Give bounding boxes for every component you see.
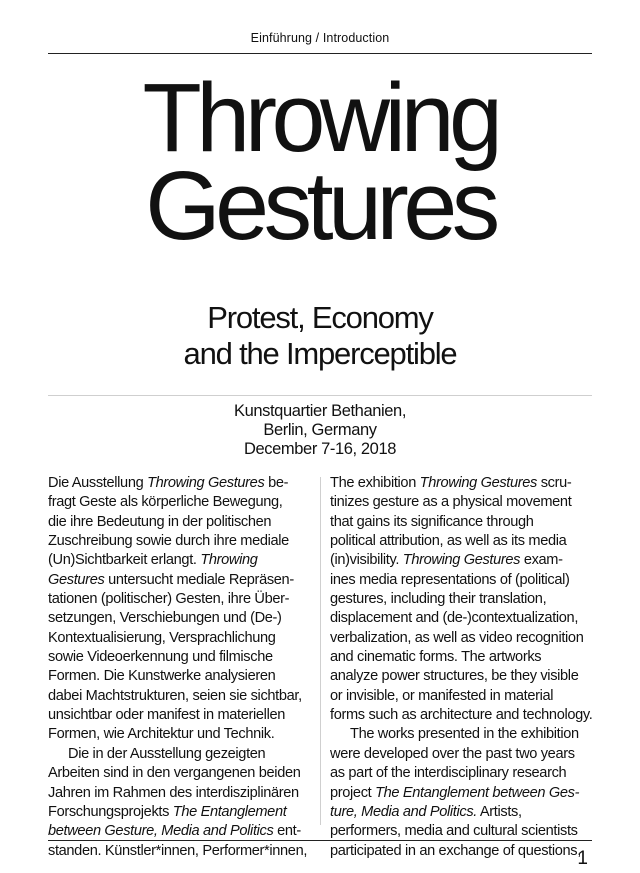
text-segment: Artists, [477,803,522,820]
text-segment: verbalization, as well as video recognition [330,629,584,646]
running-head: Einführung / Introduction [250,31,390,45]
italic-text: Throwing Gestures [402,552,521,569]
text-segment: that gains its significance through [330,513,534,530]
text-line [330,687,595,706]
text-line [48,822,310,841]
text-segment: fragt Geste als körperliche Bewegung, [48,494,283,511]
text-line [330,745,595,764]
italic-text: Throwing [200,552,258,569]
text-segment: analyze power structures, be they visible [330,668,579,685]
text-line [48,803,310,822]
text-line [330,648,595,667]
text-segment: Zuschreibung sowie durch ihre mediale [48,533,289,550]
text-segment: untersucht mediale Repräsen- [104,571,294,588]
text-segment: Forschungsprojekts [48,803,173,820]
text-line [48,551,310,570]
title-line-1: Throwing [142,63,498,172]
title-line-2: Gestures [145,151,495,260]
text-segment: performers, media and cultural scientists [330,823,578,840]
text-line [330,493,595,512]
text-line [330,667,595,686]
text-segment: were developed over the past two years [330,745,575,762]
text-segment: exam- [520,552,563,569]
italic-text: between Gesture, Media and Politics [48,823,274,840]
text-segment: scru- [537,475,572,491]
text-line [330,609,595,628]
italic-text: Throwing Gestures [419,475,538,491]
text-segment: political attribution, as well as its media [330,533,567,550]
text-segment: as part of the interdisciplinary research [330,765,567,782]
text-segment: sowie Videoerkennung und filmische [48,649,273,666]
text-line [330,571,595,590]
text-line [330,629,595,648]
top-rule [48,53,592,54]
text-line [48,493,310,512]
subtitle [0,300,640,372]
text-segment: gestures, including their translation, [330,591,547,608]
text-segment: participated in an exchange of questions, [330,842,581,859]
italic-text: ture, Media and Politics. [330,803,477,820]
text-segment: be- [264,475,289,491]
text-segment: ent- [273,823,301,840]
text-line [48,667,310,686]
text-line [330,764,595,783]
italic-text: The Entanglement [172,803,287,820]
venue-dates: December 7-16, 2018 [244,440,396,458]
text-segment: setzungen, Verschiebungen und (De-) [48,610,282,627]
text-line [330,532,595,551]
text-segment: Die Ausstellung [48,475,148,491]
text-segment: The works presented in the exhibition [350,726,579,743]
text-line [48,725,310,744]
text-line [330,803,595,822]
venue-block [0,402,640,459]
text-line [330,551,595,570]
page-number: 1 [577,848,588,869]
text-segment: ines media representations of (political) [330,571,570,588]
text-line [330,474,595,493]
text-line [48,590,310,609]
text-segment: Formen, wie Architektur und Technik. [48,726,275,743]
text-line [48,532,310,551]
page-title [0,63,640,260]
text-segment: or invisible, or manifested in material [330,687,554,704]
text-segment: Formen. Die Kunstwerke analysieren [48,668,276,685]
english-text-column [330,474,595,861]
text-line [48,474,310,493]
text-line [48,784,310,803]
text-segment: tationen (politischer) Gesten, ihre Über- [48,591,290,608]
venue-name: Kunstquartier Bethanien, [233,402,407,420]
german-text-column [48,474,310,861]
text-line [48,609,310,628]
text-line [330,725,595,744]
text-line [48,764,310,783]
text-line [48,745,310,764]
text-line [48,571,310,590]
text-segment: unsichtbar oder manifest in materiellen [48,707,286,724]
text-segment: dabei Machtstrukturen, seien sie sichtbar, [48,687,302,704]
italic-text: The Entanglement between Ges- [375,784,580,801]
text-line [330,590,595,609]
column-divider [320,477,321,825]
text-segment: and cinematic forms. The artworks [330,649,542,666]
italic-text: Throwing Gestures [147,475,265,491]
bottom-rule [48,840,592,841]
italic-text: Gestures [48,571,105,588]
text-line [330,842,595,861]
text-line [330,784,595,803]
text-segment: (in)visibility. [330,552,403,569]
text-segment: Arbeiten sind in den vergangenen beiden [48,765,301,782]
text-line [48,706,310,725]
text-segment: Die in der Ausstellung gezeigten [68,745,266,762]
text-segment: standen. Künstler*innen, Performer*innen, [48,842,308,859]
middle-rule [48,395,592,396]
text-line [330,513,595,532]
text-segment: tinizes gesture as a physical movement [330,494,572,511]
text-segment: project [330,784,376,801]
text-segment: forms such as architecture and technology. [330,707,593,724]
subtitle-line-2: and the Imperceptible [183,336,457,371]
text-line [330,822,595,841]
text-line [330,706,595,725]
text-line [48,687,310,706]
subtitle-line-1: Protest, Economy [207,300,433,335]
text-line [48,513,310,532]
text-line [48,629,310,648]
text-line [48,648,310,667]
text-segment: displacement and (de-)contextualization, [330,610,579,627]
text-segment: die ihre Bedeutung in der politischen [48,513,272,530]
venue-city: Berlin, Germany [263,421,377,439]
text-segment: The exhibition [330,475,420,491]
text-segment: Jahren im Rahmen des interdisziplinären [48,784,299,801]
text-segment: Kontextualisierung, Versprachlichung [48,629,276,646]
text-segment: (Un)Sichtbarkeit erlangt. [48,552,201,569]
text-line [48,842,310,861]
